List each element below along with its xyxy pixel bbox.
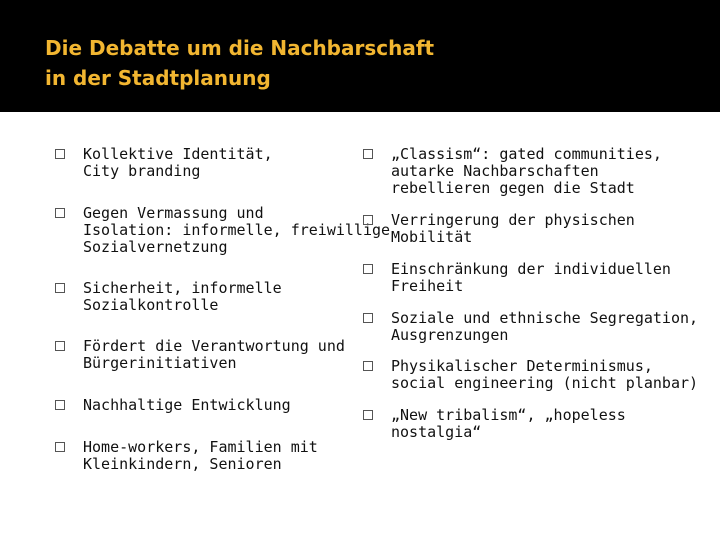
bullet-line: Soziale und ethnische Segregation,: [391, 309, 699, 327]
checkbox-square-icon: [55, 400, 65, 410]
checkbox-square-icon: [55, 442, 65, 452]
left-bullet-6: [55, 439, 318, 473]
bullet-line: Fördert die Verantwortung und: [83, 337, 345, 355]
bullet-line: Nachhaltige Entwicklung: [83, 396, 291, 414]
checkbox-square-icon: [55, 341, 65, 351]
bullet-line: Sozialvernetzung: [83, 238, 228, 256]
title-line-2: in der Stadtplanung: [45, 66, 271, 90]
left-bullet-4: [55, 338, 345, 372]
title-bar: [0, 0, 720, 112]
checkbox-square-icon: [363, 215, 373, 225]
bullet-line: Home-workers, Familien mit: [83, 438, 318, 456]
title-line-1: Die Debatte um die Nachbarschaft: [45, 36, 435, 60]
bullet-line: Verringerung der physischen: [391, 211, 635, 229]
right-bullet-5: [363, 358, 698, 392]
bullet-line: Isolation: informelle, freiwillige: [83, 221, 391, 239]
bullet-line: „Classism“: gated communities,: [391, 145, 662, 163]
checkbox-square-icon: [363, 264, 373, 274]
slide-title: [45, 33, 434, 93]
left-bullet-2: [55, 205, 390, 256]
bullet-line: Gegen Vermassung und: [83, 204, 264, 222]
bullet-line: rebellieren gegen die Stadt: [391, 179, 635, 197]
left-bullet-1: [55, 146, 273, 180]
bullet-line: Freiheit: [391, 277, 464, 295]
bullet-line: Kleinkindern, Senioren: [83, 455, 282, 473]
bullet-line: Einschränkung der individuellen: [391, 260, 671, 278]
checkbox-square-icon: [363, 313, 373, 323]
right-bullet-3: [363, 261, 671, 295]
bullet-line: Ausgrenzungen: [391, 326, 509, 344]
checkbox-square-icon: [363, 361, 373, 371]
right-bullet-4: [363, 310, 698, 344]
right-bullet-6: [363, 407, 626, 441]
checkbox-square-icon: [55, 149, 65, 159]
checkbox-square-icon: [363, 149, 373, 159]
bullet-line: nostalgia“: [391, 423, 482, 441]
bullet-line: Bürgerinitiativen: [83, 354, 237, 372]
bullet-line: City branding: [83, 162, 201, 180]
right-bullet-1: [363, 146, 662, 197]
right-bullet-2: [363, 212, 635, 246]
bullet-line: Kollektive Identität,: [83, 145, 273, 163]
bullet-line: Sicherheit, informelle: [83, 279, 282, 297]
bullet-line: social engineering (nicht planbar): [391, 374, 699, 392]
checkbox-square-icon: [363, 410, 373, 420]
checkbox-square-icon: [55, 208, 65, 218]
bullet-line: „New tribalism“, „hopeless: [391, 406, 626, 424]
left-bullet-3: [55, 280, 282, 314]
left-bullet-5: [55, 397, 291, 414]
bullet-line: Physikalischer Determinismus,: [391, 357, 653, 375]
bullet-line: Mobilität: [391, 228, 473, 246]
bullet-line: Sozialkontrolle: [83, 296, 219, 314]
checkbox-square-icon: [55, 283, 65, 293]
bullet-line: autarke Nachbarschaften: [391, 162, 599, 180]
